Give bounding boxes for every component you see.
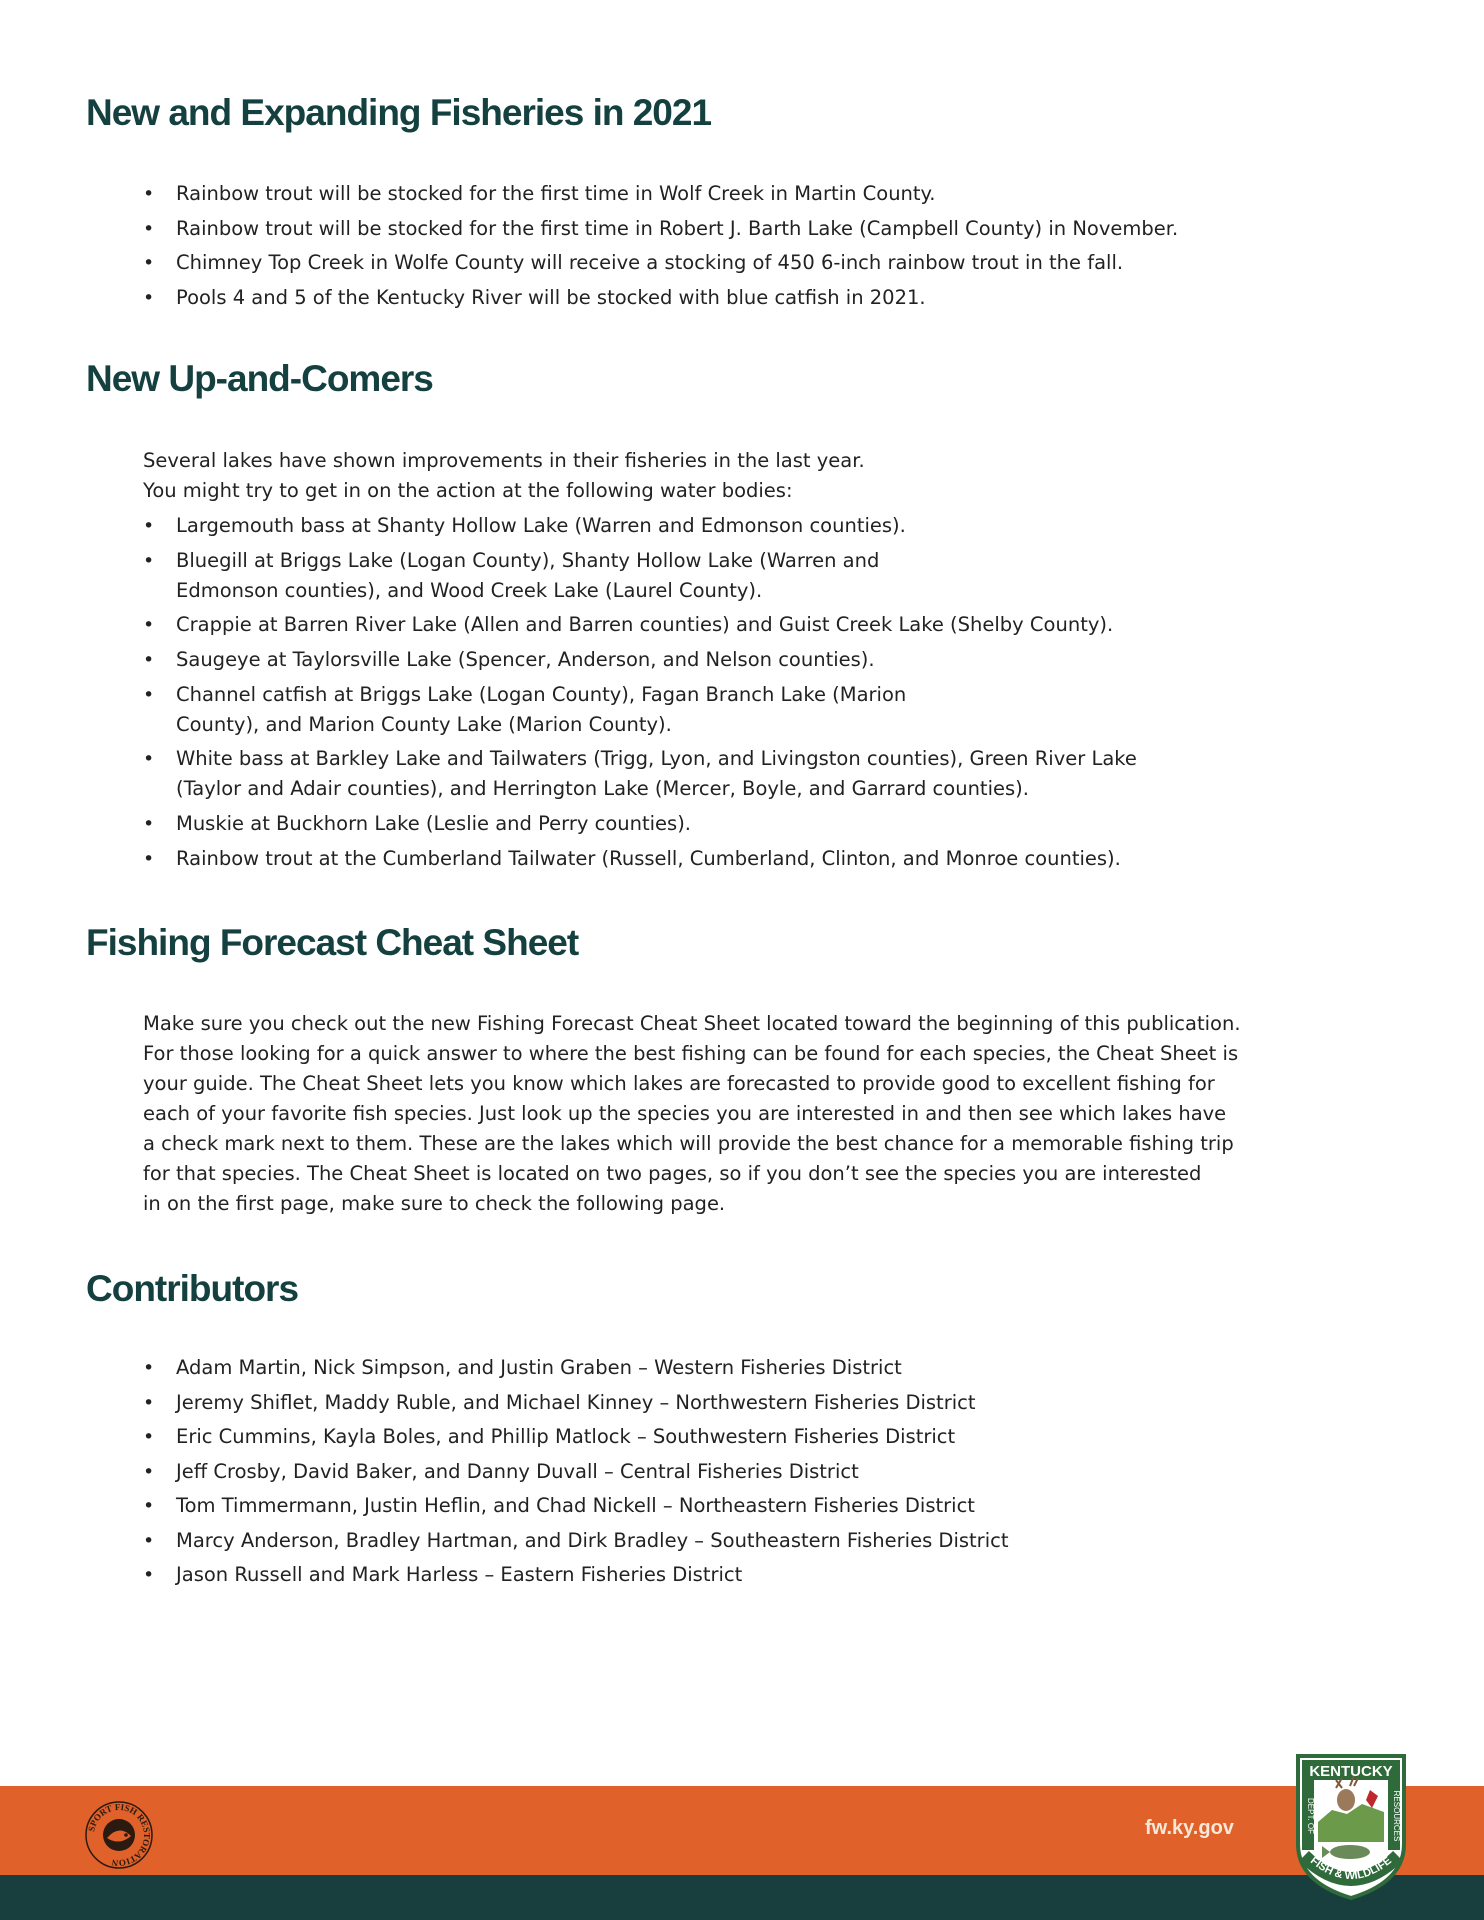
list-item: • Bluegill at Briggs Lake (Logan County), Shanty Hollow Lake (Warren and Edmonson counties), and Wood Creek Lake (Laurel County).: [143, 546, 1343, 606]
sfr-logo-text: SPORT FISH RESTORATION: [86, 1801, 153, 1869]
list-up-and-comers: [143, 511, 1343, 879]
list-item: • Marcy Anderson, Bradley Hartman, and Dirk Bradley – Southeastern Fisheries District: [143, 1526, 1343, 1556]
footer-band: [0, 1786, 1484, 1875]
cheat-sheet-body: Make sure you check out the new Fishing Forecast Cheat Sheet located toward the beginning of this publication. For those looking for a quick answer to where the best fishing can be found for each species, the Cheat Sheet is your guide. The Cheat Sheet lets you know which lakes are forecasted to provide good to excellent fishing for each of your favorite fish species. Just look up the species you are interested in and then see which lakes have a check mark next to them. These are the lakes which will provide the best chance for a memorable fishing trip for that species. The Cheat Sheet is located on two pages, so if you don’t see the species you are interested in on the first page, make sure to check the following page.: [143, 1012, 1241, 1215]
ky-logo-title: KENTUCKY: [1309, 1763, 1393, 1780]
up-and-comers-intro: Several lakes have shown improvements in their fisheries in the last year. You might try to get in on the action at the following water bodies:: [143, 449, 865, 502]
footer-bottom-band: [0, 1875, 1484, 1920]
ky-logo-left-text: DEPT. OF: [1306, 1797, 1315, 1835]
list-item: • Largemouth bass at Shanty Hollow Lake (Warren and Edmonson counties).: [143, 511, 1343, 541]
website-link[interactable]: fw.ky.gov: [1145, 1817, 1234, 1839]
list-contributors: [143, 1353, 1343, 1595]
list-item: • Jeremy Shiflet, Maddy Ruble, and Michael Kinney – Northwestern Fisheries District: [143, 1388, 1343, 1418]
list-item: • Muskie at Buckhorn Lake (Leslie and Perry counties).: [143, 809, 1343, 839]
list-item: • Jeff Crosby, David Baker, and Danny Duvall – Central Fisheries District: [143, 1457, 1343, 1487]
list-item: • Eric Cummins, Kayla Boles, and Phillip Matlock – Southwestern Fisheries District: [143, 1422, 1343, 1452]
list-item: • Chimney Top Creek in Wolfe County will receive a stocking of 450 6-inch rainbow trout in the fall.: [143, 248, 1343, 278]
section-title-cheat-sheet: Fishing Forecast Cheat Sheet: [86, 922, 579, 963]
list-item: • Rainbow trout will be stocked for the first time in Wolf Creek in Martin County.: [143, 179, 1343, 209]
list-item: • Saugeye at Taylorsville Lake (Spencer, Anderson, and Nelson counties).: [143, 645, 1343, 675]
section-title-new-expanding: New and Expanding Fisheries in 2021: [86, 92, 712, 133]
kentucky-fish-wildlife-logo: [1292, 1752, 1410, 1902]
list-item: • Rainbow trout will be stocked for the first time in Robert J. Barth Lake (Campbell County) in November.: [143, 214, 1343, 244]
sport-fish-restoration-logo: [84, 1800, 154, 1870]
list-item: • Pools 4 and 5 of the Kentucky River will be stocked with blue catfish in 2021.: [143, 283, 1343, 313]
list-item: • Tom Timmermann, Justin Heflin, and Chad Nickell – Northeastern Fisheries District: [143, 1491, 1343, 1521]
ky-logo-bottom-text: FISH & WILDLIFE: [1308, 1854, 1394, 1883]
ky-logo-right-text: RESOURCES: [1392, 1790, 1401, 1842]
list-item: • Jason Russell and Mark Harless – Eastern Fisheries District: [143, 1560, 1343, 1590]
section-title-contributors: Contributors: [86, 1268, 299, 1309]
list-item: • White bass at Barkley Lake and Tailwaters (Trigg, Lyon, and Livingston counties), Green River Lake (Taylor and Adair counties), and Herrington Lake (Mercer, Boyle, and Garrard counties).: [143, 744, 1343, 804]
list-item: • Rainbow trout at the Cumberland Tailwater (Russell, Cumberland, Clinton, and Monroe counties).: [143, 844, 1343, 874]
list-item: • Crappie at Barren River Lake (Allen and Barren counties) and Guist Creek Lake (Shelby County).: [143, 610, 1343, 640]
list-item: • Channel catfish at Briggs Lake (Logan County), Fagan Branch Lake (Marion County), and Marion County Lake (Marion County).: [143, 680, 1343, 740]
list-item: • Adam Martin, Nick Simpson, and Justin Graben – Western Fisheries District: [143, 1353, 1343, 1383]
list-new-expanding: [143, 179, 1343, 317]
section-title-up-and-comers: New Up-and-Comers: [86, 358, 433, 399]
